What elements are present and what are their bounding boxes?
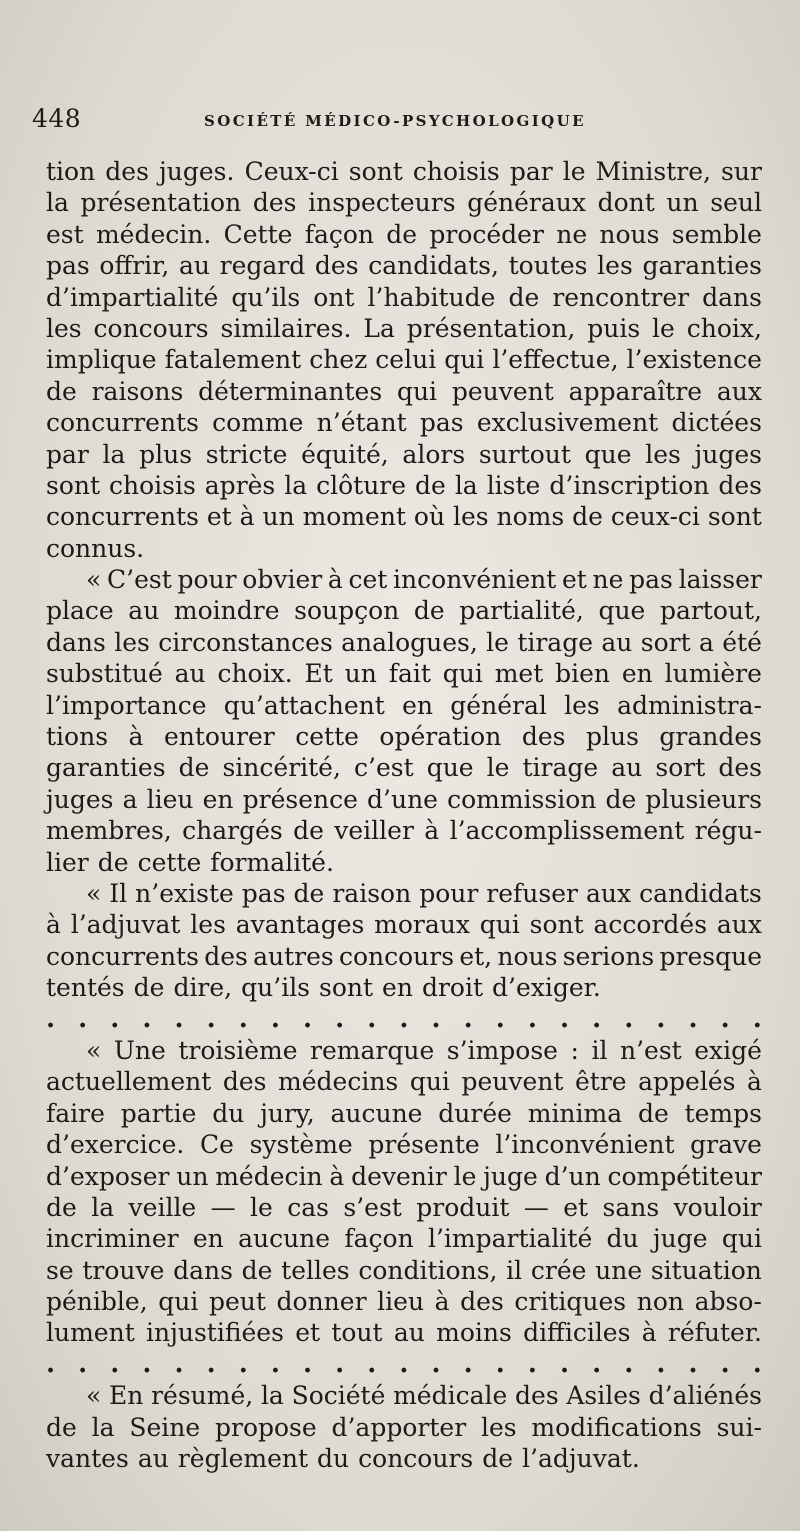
text-line: sont choisis après la clôture de la liste d’inscription des — [46, 470, 762, 500]
text-line: vantes au règlement du concours de l’adjuvat. — [46, 1444, 640, 1474]
text-line: tion des juges. Ceux-ci sont choisis par le Ministre, sur — [46, 157, 762, 186]
text-line: substitué au choix. Et un fait qui met bien en lumière — [46, 659, 762, 689]
text-line: « Il n’existe pas de raison pour refuser aux candidats — [86, 878, 762, 908]
text-line: lument injustifiées et tout au moins difficiles à réfuter. — [46, 1318, 762, 1348]
text-line: l’importance qu’attachent en général les administra- — [46, 690, 762, 720]
text-line: « C’est pour obvier à cet inconvénient et ne pas laisser — [86, 565, 762, 595]
text-line: juges a lieu en présence d’une commission de plusieurs — [46, 784, 762, 814]
text-line: d’exercice. Ce système présente l’inconvénient grave — [46, 1130, 762, 1160]
text-line: concurrents comme n’étant pas exclusivement dictées — [46, 408, 762, 438]
page-number: 448 — [32, 104, 82, 133]
text-line: tentés de dire, qu’ils sont en droit d’exiger. — [46, 973, 601, 1003]
text-line: de raisons déterminantes qui peuvent apparaître aux — [46, 376, 762, 406]
body-text — [46, 156, 762, 1474]
text-line: les concours similaires. La présentation, puis le choix, — [46, 313, 762, 343]
text-line: implique fatalement chez celui qui l’effectue, l’existence — [46, 345, 762, 375]
text-line: de la Seine propose d’apporter les modifications sui- — [46, 1412, 762, 1442]
text-line: pas offrir, au regard des candidats, toutes les garanties — [46, 251, 762, 281]
page-header — [28, 104, 768, 134]
ellipsis-line: . . . . . . . . . . . . . . . . . . . . . . . — [46, 1348, 762, 1379]
text-line: incriminer en aucune façon l’impartialité du juge qui — [46, 1224, 762, 1254]
text-line: actuellement des médecins qui peuvent être appelés à — [46, 1067, 762, 1097]
text-line: « Une troisième remarque s’impose : il n’est exigé — [86, 1035, 762, 1065]
text-line: pénible, qui peut donner lieu à des critiques non abso- — [46, 1287, 762, 1317]
text-line: lier de cette formalité. — [46, 847, 334, 877]
text-line: place au moindre soupçon de partialité, que partout, — [46, 596, 762, 626]
text-line: tions à entourer cette opération des plus grandes — [46, 722, 762, 752]
text-line: dans les circonstances analogues, le tirage au sort a été — [46, 627, 762, 657]
text-line: concurrents des autres concours et, nous serions presque — [46, 941, 762, 971]
running-head: SOCIÉTÉ MÉDICO-PSYCHOLOGIQUE — [204, 112, 586, 130]
text-line: d’exposer un médecin à devenir le juge d’un compétiteur — [46, 1161, 762, 1191]
text-line: la présentation des inspecteurs généraux dont un seul — [46, 188, 762, 218]
text-line: est médecin. Cette façon de procéder ne nous semble — [46, 219, 762, 249]
text-line: faire partie du jury, aucune durée minima de temps — [46, 1098, 762, 1128]
text-line: concurrents et à un moment où les noms de ceux-ci sont — [46, 502, 762, 532]
text-line: se trouve dans de telles conditions, il crée une situation — [46, 1255, 762, 1285]
text-line: à l’adjuvat les avantages moraux qui sont accordés aux — [46, 910, 762, 940]
ellipsis-line: . . . . . . . . . . . . . . . . . . . . . . . — [46, 1003, 762, 1034]
text-line: d’impartialité qu’ils ont l’habitude de rencontrer dans — [46, 282, 762, 312]
text-line: « En résumé, la Société médicale des Asiles d’aliénés — [86, 1381, 762, 1411]
text-line: membres, chargés de veiller à l’accomplissement régu- — [46, 816, 762, 846]
text-line: par la plus stricte équité, alors surtout que les juges — [46, 439, 762, 469]
text-line: garanties de sincérité, c’est que le tirage au sort des — [46, 753, 762, 783]
text-line: connus. — [46, 533, 145, 563]
text-line: de la veille — le cas s’est produit — et sans vouloir — [46, 1192, 762, 1222]
